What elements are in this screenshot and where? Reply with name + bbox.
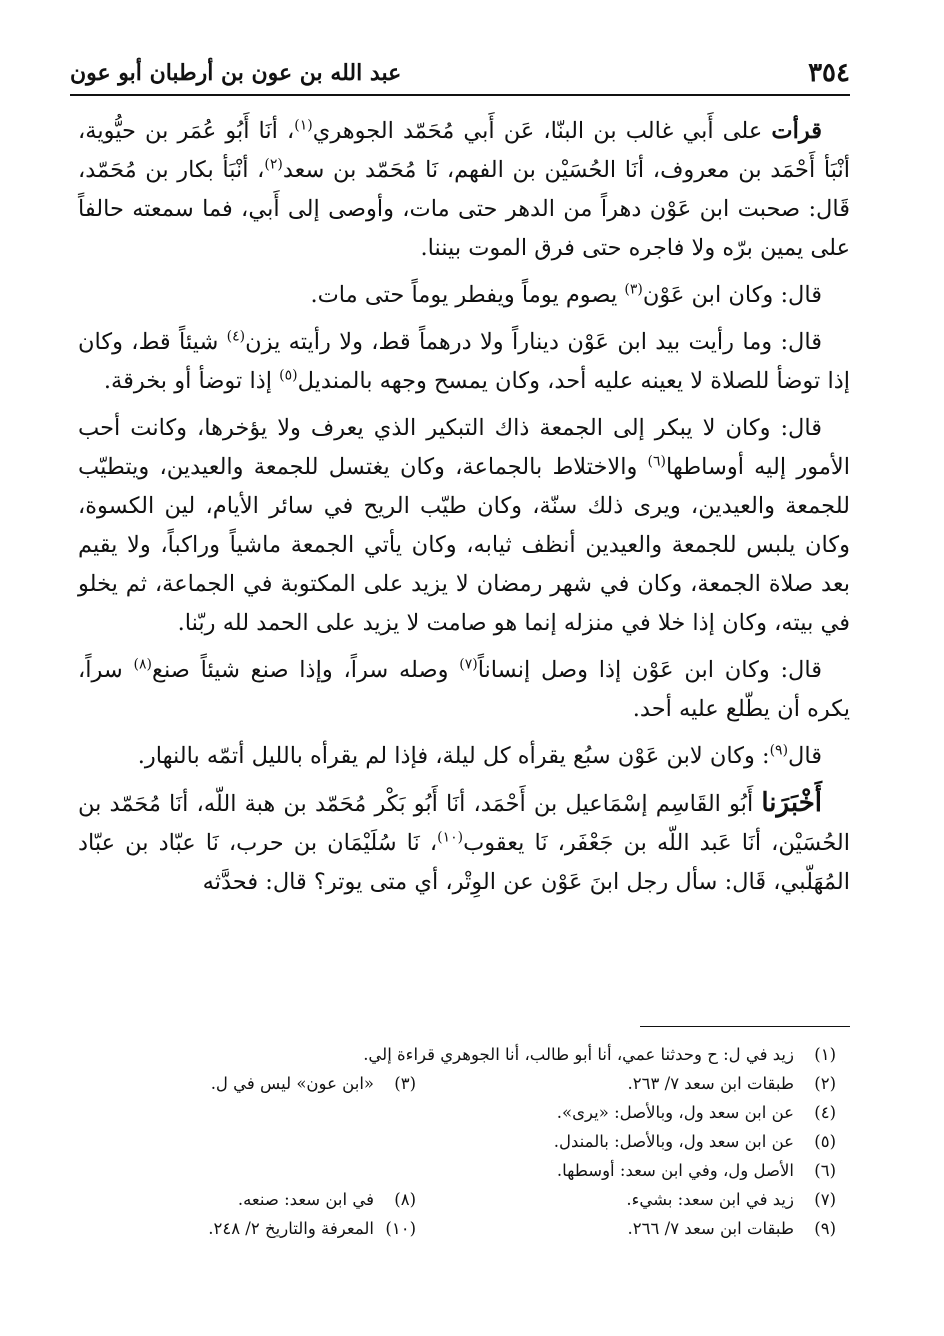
footnote-ref[interactable]: (١٠) bbox=[437, 829, 464, 846]
paragraph-text: سراً، يكره أن يطّلع عليه أحد. bbox=[78, 657, 850, 722]
footnote bbox=[557, 1098, 836, 1127]
footnote-row bbox=[78, 1214, 836, 1243]
paragraph bbox=[78, 651, 850, 729]
footnote-text: عن ابن سعد ول، وبالأصل: بالمندل. bbox=[553, 1132, 794, 1151]
footnote-row bbox=[78, 1098, 836, 1127]
paragraph bbox=[78, 737, 850, 776]
footnote bbox=[476, 1214, 836, 1243]
footnote-number: (٤) bbox=[814, 1103, 836, 1122]
running-head: عبد الله بن عون بن أرطبان أبو عون bbox=[70, 60, 402, 86]
footnote-ref[interactable]: (٢) bbox=[264, 156, 283, 173]
paragraph-text: شيئاً قط، وكان إذا توضأ للصلاة لا يعينه عليه أحد، وكان يمسح وجهه بالمنديل bbox=[78, 329, 850, 394]
footnote-number: (٣) bbox=[394, 1074, 416, 1093]
paragraph-text: على أَبي غالب بن البنّا، عَن أَبي مُحَمّد الجوهري bbox=[312, 118, 772, 144]
paragraph-text: قال: وكان لا يبكر إلى الجمعة ذاك التبكير الذي يعرف ولا يؤخرها، وكانت أحب الأمور إليه أوساطها bbox=[78, 415, 850, 480]
footnote-text: زيد في ل: ح وحدثنا عمي، أنا أبو طالب، أنا الجوهري قراءة إلي. bbox=[363, 1045, 794, 1064]
paragraph-text: : وكان لابن عَوْن سبُع يقرأه كل ليلة، فإذا لم يقرأه بالليل أتمّه بالنهار. bbox=[137, 743, 770, 769]
footnote-ref[interactable]: (٤) bbox=[226, 328, 246, 345]
main-text bbox=[78, 112, 850, 910]
footnote-text: المعرفة والتاريخ ٢/ ٢٤٨. bbox=[208, 1219, 374, 1238]
paragraph bbox=[78, 276, 850, 315]
paragraph-text: ، نَا سُلَيْمَان بن حرب، نَا عبّاد بن عبّاد المُهَلّبي، قَال: سأل رجل ابنَ عَوْن عن الوِتْر، أي متى يوتر؟ قال: فحدَّثه bbox=[78, 830, 850, 895]
footnote-ref[interactable]: (٧) bbox=[459, 656, 478, 673]
footnote-ref[interactable]: (٦) bbox=[647, 453, 667, 470]
footnote bbox=[557, 1156, 836, 1185]
footnote-number: (١٠) bbox=[385, 1219, 416, 1238]
footnote-row bbox=[78, 1156, 836, 1185]
paragraph bbox=[78, 784, 850, 902]
footnote-ref[interactable]: (٣) bbox=[624, 281, 643, 298]
footnote-text: عن ابن سعد ول، وبالأصل: «يرى». bbox=[556, 1103, 794, 1122]
paragraph-lead: أَخْبَرَنا bbox=[761, 788, 822, 818]
page-header bbox=[70, 48, 850, 96]
footnote-row bbox=[78, 1040, 836, 1069]
paragraph-text: قال: وكان ابن عَوْن إذا وصل إنساناً bbox=[477, 657, 823, 683]
paragraph bbox=[78, 323, 850, 401]
footnote-number: (٩) bbox=[814, 1219, 836, 1238]
footnote-number: (١) bbox=[814, 1045, 836, 1064]
paragraph-text: أَبُو القَاسِم إسْمَاعيل بن أَحْمَد، أنَا أَبُو بَكْر مُحَمّد بن هبة اللّه، أنَا مُحَمّد بن الحُسَيْن، أنَا عَبد اللّه بن جَعْفَر، نَا يعقوب bbox=[78, 791, 851, 856]
paragraph-text: ، أنْبَأ بكار بن مُحَمّد، قَال: صحبت ابن عَوْن دهراً من الدهر حتى مات، وأوصى إلى أَبي، فما سمعته حالفاً على يمين برّه ولا فاجره حتى فرق الموت بيننا. bbox=[78, 157, 850, 261]
footnote bbox=[238, 1185, 416, 1214]
footnote-ref[interactable]: (٩) bbox=[769, 742, 789, 759]
footnote-text: في ابن سعد: صنعه. bbox=[237, 1190, 374, 1209]
paragraph-text: قال: وكان ابن عَوْن bbox=[642, 282, 822, 308]
footnote-number: (٧) bbox=[814, 1190, 836, 1209]
footnote-text: الأصل ول، وفي ابن سعد: أوسطها. bbox=[556, 1161, 794, 1180]
paragraph bbox=[78, 112, 850, 268]
footnote-ref[interactable]: (١) bbox=[294, 117, 313, 134]
footnote bbox=[554, 1127, 836, 1156]
paragraph-text: قال: وما رأيت بيد ابن عَوْن ديناراً ولا درهماً قط، ولا رأيته يزن bbox=[245, 329, 822, 355]
footnote-number: (٥) bbox=[814, 1132, 836, 1151]
footnote-ref[interactable]: (٨) bbox=[133, 656, 153, 673]
footnote bbox=[476, 1185, 836, 1214]
footnote-text: «ابن عون» ليس في ل. bbox=[210, 1074, 374, 1093]
paragraph-text: قال bbox=[788, 743, 822, 769]
footnote-number: (٢) bbox=[814, 1074, 836, 1093]
paragraph bbox=[78, 409, 850, 643]
footnote-number: (٨) bbox=[394, 1190, 416, 1209]
footnote bbox=[208, 1214, 416, 1243]
footnote-text: زيد في ابن سعد: بشيء. bbox=[626, 1190, 794, 1209]
page-number: ٣٥٤ bbox=[808, 58, 850, 88]
footnote-text: طبقات ابن سعد ٧/ ٢٦٦. bbox=[627, 1219, 794, 1238]
footnote-divider bbox=[640, 1026, 850, 1027]
paragraph-text: وصله سراً، وإذا صنع شيئاً صنع bbox=[152, 657, 460, 683]
footnote-row bbox=[78, 1127, 836, 1156]
paragraph-lead: قرأت bbox=[771, 118, 822, 144]
footnote-text: طبقات ابن سعد ٧/ ٢٦٣. bbox=[627, 1074, 794, 1093]
paragraph-text: والاختلاط بالجماعة، وكان يغتسل للجمعة والعيدين، ويتطيّب للجمعة والعيدين، ويرى ذلك سنّة، وكان طيّب الريح في سائر الأيام، لين الكسوة، وكان يلبس للجمعة والعيدين أنظف ثيابه، وكان يأتي الجمعة ماشياً وراكباً، ولا يقيم بعد صلاة الجمعة، وكان في شهر رمضان لا يزيد على المكتوبة في الجماعة، ثم يخلو في بيته، وكان إذا خلا في منزله إنما هو صامت لا يزيد على الحمد لله ربّنا. bbox=[78, 454, 850, 636]
footnote-ref[interactable]: (٥) bbox=[279, 367, 298, 384]
paragraph-text: إذا توضأ أو بخرقة. bbox=[103, 368, 280, 394]
footnote-row bbox=[78, 1069, 836, 1098]
paragraph-text: يصوم يوماً ويفطر يوماً حتى مات. bbox=[310, 282, 625, 308]
footnote bbox=[363, 1040, 836, 1069]
footnote-number: (٦) bbox=[814, 1161, 836, 1180]
footnote bbox=[476, 1069, 836, 1098]
footnotes bbox=[78, 1040, 836, 1243]
paragraph-text: ، أنَا أَبُو عُمَر بن حيُّوية، أنْبَأ أَحْمَد بن معروف، أنَا الحُسَيْن بن الفهم، نَا مُحَمّد بن سعد bbox=[78, 118, 850, 183]
footnote-row bbox=[78, 1185, 836, 1214]
footnote bbox=[211, 1069, 416, 1098]
